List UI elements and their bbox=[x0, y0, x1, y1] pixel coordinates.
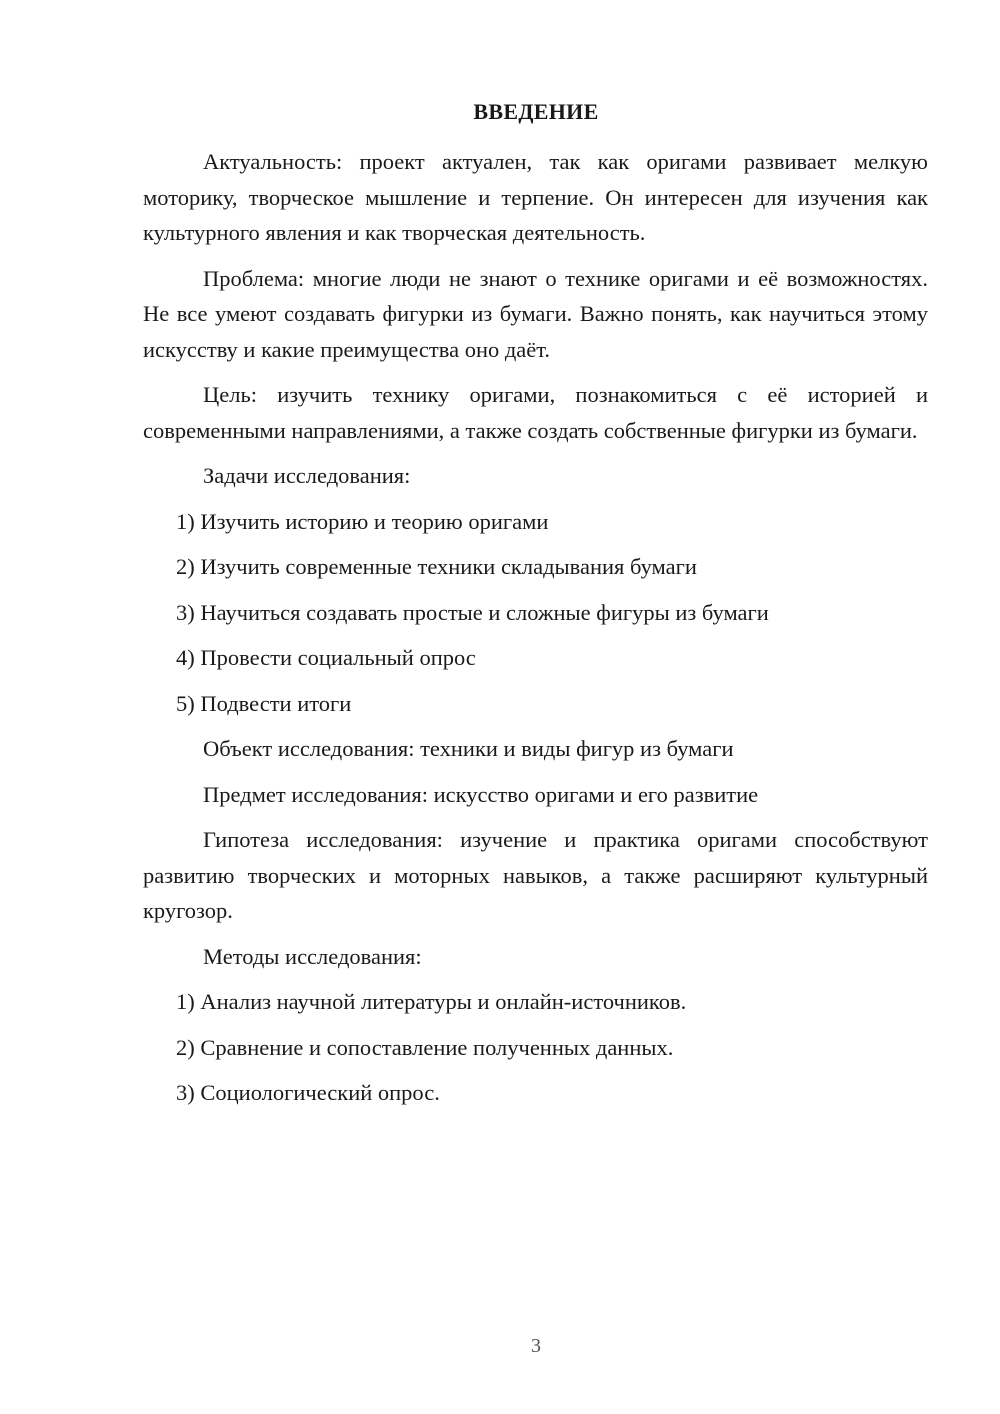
subject-paragraph: Предмет исследования: искусство оригами и его развитие bbox=[203, 781, 759, 807]
problem-paragraph: Проблема: многие люди не знают о технике оригами и её возможностях. Не все умеют создавать фигурки из бумаги. Важно понять, как научиться этому искусству и какие преимущества оно даёт. bbox=[143, 265, 928, 362]
methods-heading: Методы исследования: bbox=[203, 943, 422, 969]
tasks-list bbox=[143, 504, 928, 722]
methods-list bbox=[143, 984, 928, 1111]
list-item: 3) Научиться создавать простые и сложные фигуры из бумаги bbox=[176, 599, 769, 625]
list-item: 2) Сравнение и сопоставление полученных данных. bbox=[176, 1034, 674, 1060]
goal-paragraph: Цель: изучить технику оригами, познакомиться с её историей и современными направлениями, а также создать собственные фигурки из бумаги. bbox=[143, 382, 928, 443]
page-number: 3 bbox=[531, 1335, 541, 1357]
document-body bbox=[143, 144, 928, 1121]
list-item: 5) Подвести итоги bbox=[176, 690, 352, 716]
object-paragraph: Объект исследования: техники и виды фигур из бумаги bbox=[203, 736, 734, 761]
list-item: 4) Провести социальный опрос bbox=[176, 645, 476, 670]
relevance-paragraph: Актуальность: проект актуален, так как оригами развивает мелкую моторику, творческое мышление и терпение. Он интересен для изучения как культурного явления и как творческая деятельность. bbox=[143, 149, 928, 245]
tasks-heading: Задачи исследования: bbox=[203, 463, 411, 488]
list-item: 2) Изучить современные техники складывания бумаги bbox=[176, 554, 697, 579]
list-item: 1) Изучить историю и теорию оригами bbox=[176, 508, 549, 534]
hypothesis-paragraph: Гипотеза исследования: изучение и практика оригами способствуют развитию творческих и моторных навыков, а также расширяют культурный кругозор. bbox=[143, 827, 928, 923]
section-title: ВВЕДЕНИЕ bbox=[473, 99, 599, 124]
list-item: 1) Анализ научной литературы и онлайн-источников. bbox=[176, 989, 687, 1014]
list-item: 3) Социологический опрос. bbox=[176, 1080, 440, 1105]
